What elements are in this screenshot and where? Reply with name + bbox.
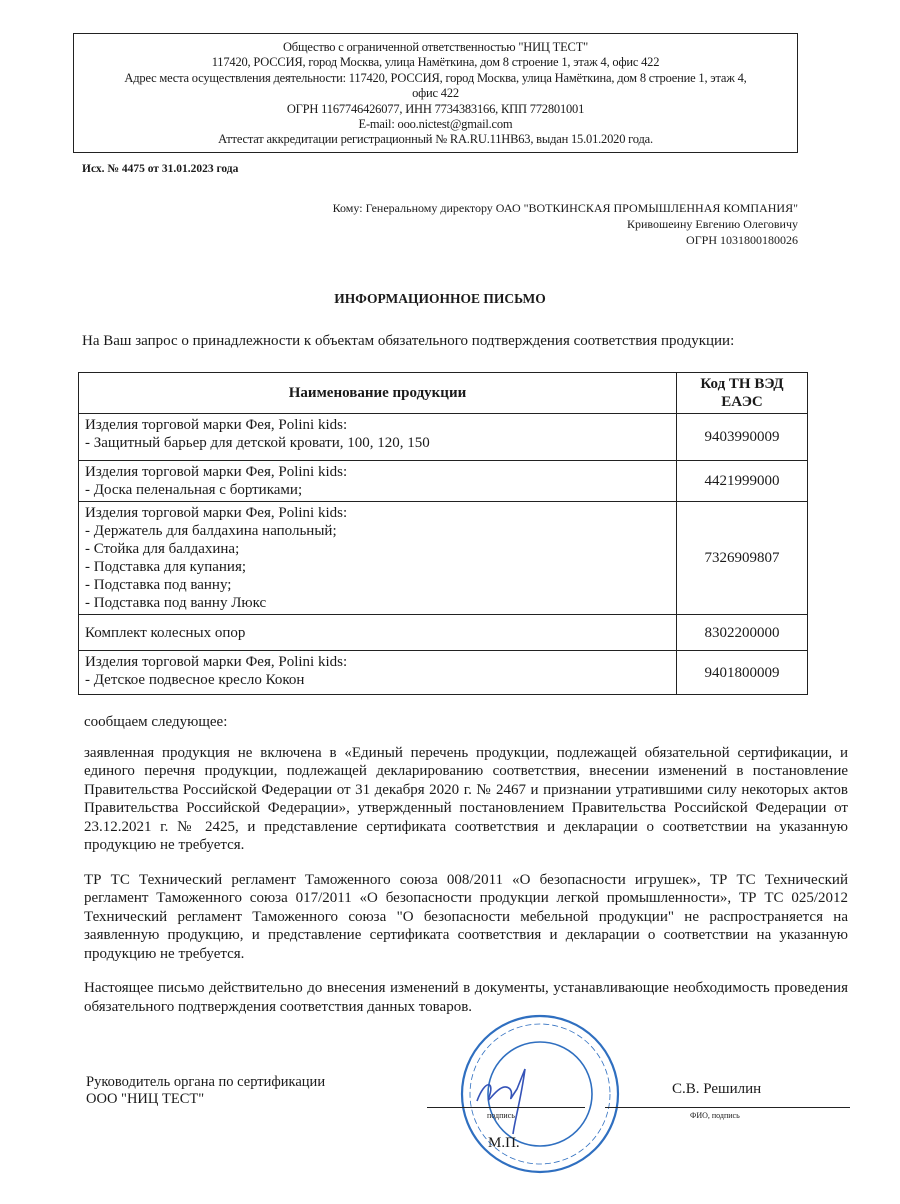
- hs-code-cell: 9401800009: [677, 651, 808, 695]
- hs-code-cell: 7326909807: [677, 502, 808, 615]
- intro-text: На Ваш запрос о принадлежности к объектам обязательного подтверждения соответствия продукции:: [82, 333, 735, 349]
- product-line: - Держатель для балдахина напольный;: [85, 523, 337, 539]
- recipient-ogrn: ОГРН 1031800180026: [686, 233, 798, 247]
- product-line: - Подставка под ванну;: [85, 577, 232, 593]
- table-row: [79, 651, 808, 695]
- product-line: - Подставка под ванну Люкс: [85, 595, 267, 611]
- product-name-cell: [79, 502, 677, 615]
- table-row: [79, 615, 808, 651]
- name-caption: ФИО, подпись: [690, 1111, 740, 1120]
- column-header-name: Наименование продукции: [79, 373, 677, 414]
- position-line: Руководитель органа по сертификации: [86, 1074, 326, 1090]
- handwritten-signature: [477, 1069, 525, 1134]
- product-line: - Подставка для купания;: [85, 559, 247, 575]
- outgoing-reference: Исх. № 4475 от 31.01.2023 года: [82, 163, 239, 175]
- table-row: [79, 502, 808, 615]
- product-line: Изделия торговой марки Фея, Polini kids:: [85, 505, 348, 521]
- table-row: [79, 461, 808, 502]
- product-line: - Стойка для балдахина;: [85, 541, 240, 557]
- hs-code-cell: 4421999000: [677, 461, 808, 502]
- product-line: - Детское подвесное кресло Кокон: [85, 672, 305, 688]
- letterhead-line: ОГРН 1167746426077, ИНН 7734383166, КПП 772801001: [286, 101, 585, 116]
- column-header-code: Код ТН ВЭД ЕАЭС: [677, 373, 808, 414]
- letterhead-box: [73, 33, 798, 153]
- hs-code-cell: 9403990009: [677, 414, 808, 461]
- signature-caption: подпись: [487, 1111, 515, 1120]
- document-title: ИНФОРМАЦИОННОЕ ПИСЬМО: [334, 291, 546, 306]
- product-table: [78, 372, 808, 695]
- recipient-line: Кому: Генеральному директору ОАО "ВОТКИНСКАЯ ПРОМЫШЛЕННАЯ КОМПАНИЯ": [332, 201, 798, 215]
- paragraph-3: Настоящее письмо действительно до внесения изменений в документы, устанавливающие необходимость проведения обязательного подтверждения соответствия данных товаров.: [84, 980, 848, 1015]
- product-line: Изделия торговой марки Фея, Polini kids:: [85, 417, 348, 433]
- product-line: Изделия торговой марки Фея, Polini kids:: [85, 654, 348, 670]
- table-header-row: [79, 373, 808, 414]
- paragraph-1: заявленная продукция не включена в «Единый перечень продукции, подлежащей обязательной сертификации, и единого перечня продукции, подлежащей декларированию соответствия, внесении изменений в постановление Правительства Российской Федерации от 31 декабря 2020 г. № 2467 и признании утратившими силу некоторых актов Правительства Российской Федерации», утвержденный постановлением Правительства Российской Федерации от 23.12.2021 г. № 2425, и представление сертификата соответствия и декларации о соответствии на указанную продукцию не требуется.: [84, 744, 848, 853]
- position-org: ООО "НИЦ ТЕСТ": [86, 1091, 205, 1107]
- paragraph-2: ТР ТС Технический регламент Таможенного союза 008/2011 «О безопасности игрушек», ТР ТС Технический регламент Таможенного союза 017/2011 «О безопасности продукции легкой промышленности», ТР ТС 025/2012 Технический регламент Таможенного союза "О безопасности мебельной продукции" не распространяется на заявленную продукцию, и представление сертификата соответствия и декларации о соответствии на указанную продукцию не требуется.: [84, 871, 848, 962]
- hs-code-cell: 8302200000: [677, 615, 808, 651]
- table-row: [79, 414, 808, 461]
- product-name-cell: [79, 414, 677, 461]
- letterhead-line: офис 422: [412, 86, 459, 101]
- recipient-name: Кривошеину Евгению Олеговичу: [626, 217, 798, 231]
- company-stamp: [455, 1009, 625, 1179]
- product-name-cell: [79, 651, 677, 695]
- letterhead-line: 117420, РОССИЯ, город Москва, улица Намёткина, дом 8 строение 1, этаж 4, офис 422: [211, 55, 660, 70]
- name-line: [605, 1107, 850, 1108]
- lead-text: сообщаем следующее:: [84, 714, 228, 730]
- recipient-block: [333, 200, 798, 248]
- seal-place: М.П.: [488, 1135, 520, 1151]
- product-line: Изделия торговой марки Фея, Polini kids:: [85, 464, 348, 480]
- product-line: - Доска пеленальная с бортиками;: [85, 482, 303, 498]
- letterhead-line: Адрес места осуществления деятельности: 117420, РОССИЯ, город Москва, улица Намёткина, дом 8 строение 1, этаж 4,: [124, 70, 747, 85]
- letterhead-line: E-mail: ooo.nictest@gmail.com: [358, 117, 513, 132]
- product-name-cell: [79, 461, 677, 502]
- signatory-name: С.В. Решилин: [672, 1081, 762, 1097]
- signatory-position: [86, 1074, 325, 1108]
- product-line: - Защитный барьер для детской кровати, 100, 120, 150: [85, 435, 430, 451]
- product-line: Комплект колесных опор: [85, 624, 246, 641]
- signature-block: [78, 1074, 848, 1204]
- letterhead-line: Аттестат аккредитации регистрационный № RA.RU.11НВ63, выдан 15.01.2020 года.: [218, 132, 653, 147]
- letterhead-line: Общество с ограниченной ответственностью "НИЦ ТЕСТ": [282, 40, 589, 54]
- signature-line: [427, 1107, 585, 1108]
- product-name-cell: [79, 615, 677, 651]
- document-body: [78, 372, 848, 1204]
